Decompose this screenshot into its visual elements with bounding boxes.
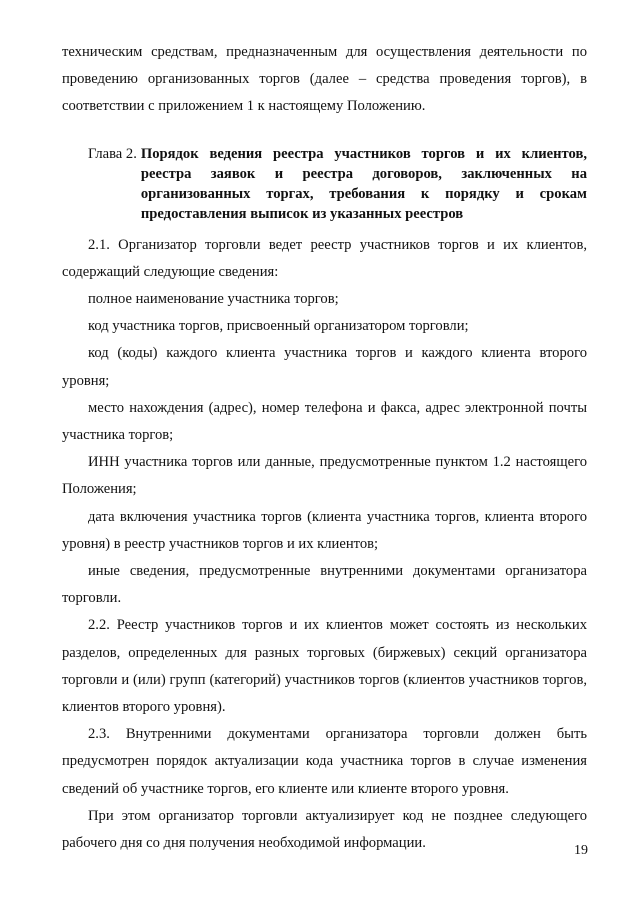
- chapter-title: Порядок ведения реестра участников торгов и их клиентов, реестра заявок и реестра договоров, заключенных на организованных торгах, требования к порядку и срокам предоставления выписок из указанных реестров: [140, 145, 587, 222]
- list-item-address: место нахождения (адрес), номер телефона и факса, адрес электронной почты участника торгов;: [62, 399, 587, 444]
- paragraph-code-update: При этом организатор торговли актуализирует код не позднее следующего рабочего дня со дня получения необходимой информации.: [62, 807, 587, 852]
- list-item-other-info: иные сведения, предусмотренные внутренними документами организатора торговли.: [62, 563, 587, 607]
- chapter-heading: [88, 144, 587, 224]
- paragraph-2-3: 2.3. Внутренними документами организатора торговли должен быть предусмотрен порядок актуализации кода участника торгов в случае изменения сведений об участнике торгов, его клиенте или клиенте второго уровня.: [62, 726, 587, 797]
- intro-paragraph: техническим средствам, предназначенным для осуществления деятельности по проведению организованных торгов (далее – средства проведения торгов), в соответствии с приложением 1 к настоящему Положению.: [62, 44, 587, 115]
- list-item-inclusion-date: дата включения участника торгов (клиента участника торгов, клиента второго уровня) в реестр участников торгов и их клиентов;: [62, 508, 587, 552]
- chapter-label: Глава 2.: [88, 145, 137, 162]
- list-item-client-codes: код (коды) каждого клиента участника торгов и каждого клиента второго уровня;: [62, 345, 587, 389]
- paragraph-2-1: 2.1. Организатор торговли ведет реестр участников торгов и их клиентов, содержащий следующие сведения:: [62, 236, 587, 280]
- page-content: [62, 39, 587, 857]
- list-item-full-name: полное наименование участника торгов;: [88, 291, 339, 308]
- list-item-participant-code: код участника торгов, присвоенный организатором торговли;: [88, 318, 469, 335]
- list-item-inn: ИНН участника торгов или данные, предусмотренные пунктом 1.2 настоящего Положения;: [62, 454, 587, 498]
- paragraph-2-2: 2.2. Реестр участников торгов и их клиентов может состоять из нескольких разделов, определенных для разных торговых (биржевых) секций организатора торговли и (или) групп (категорий) участников торгов (клиентов участников торгов, клиентов второго уровня).: [62, 617, 587, 716]
- page-number: 19: [574, 843, 588, 858]
